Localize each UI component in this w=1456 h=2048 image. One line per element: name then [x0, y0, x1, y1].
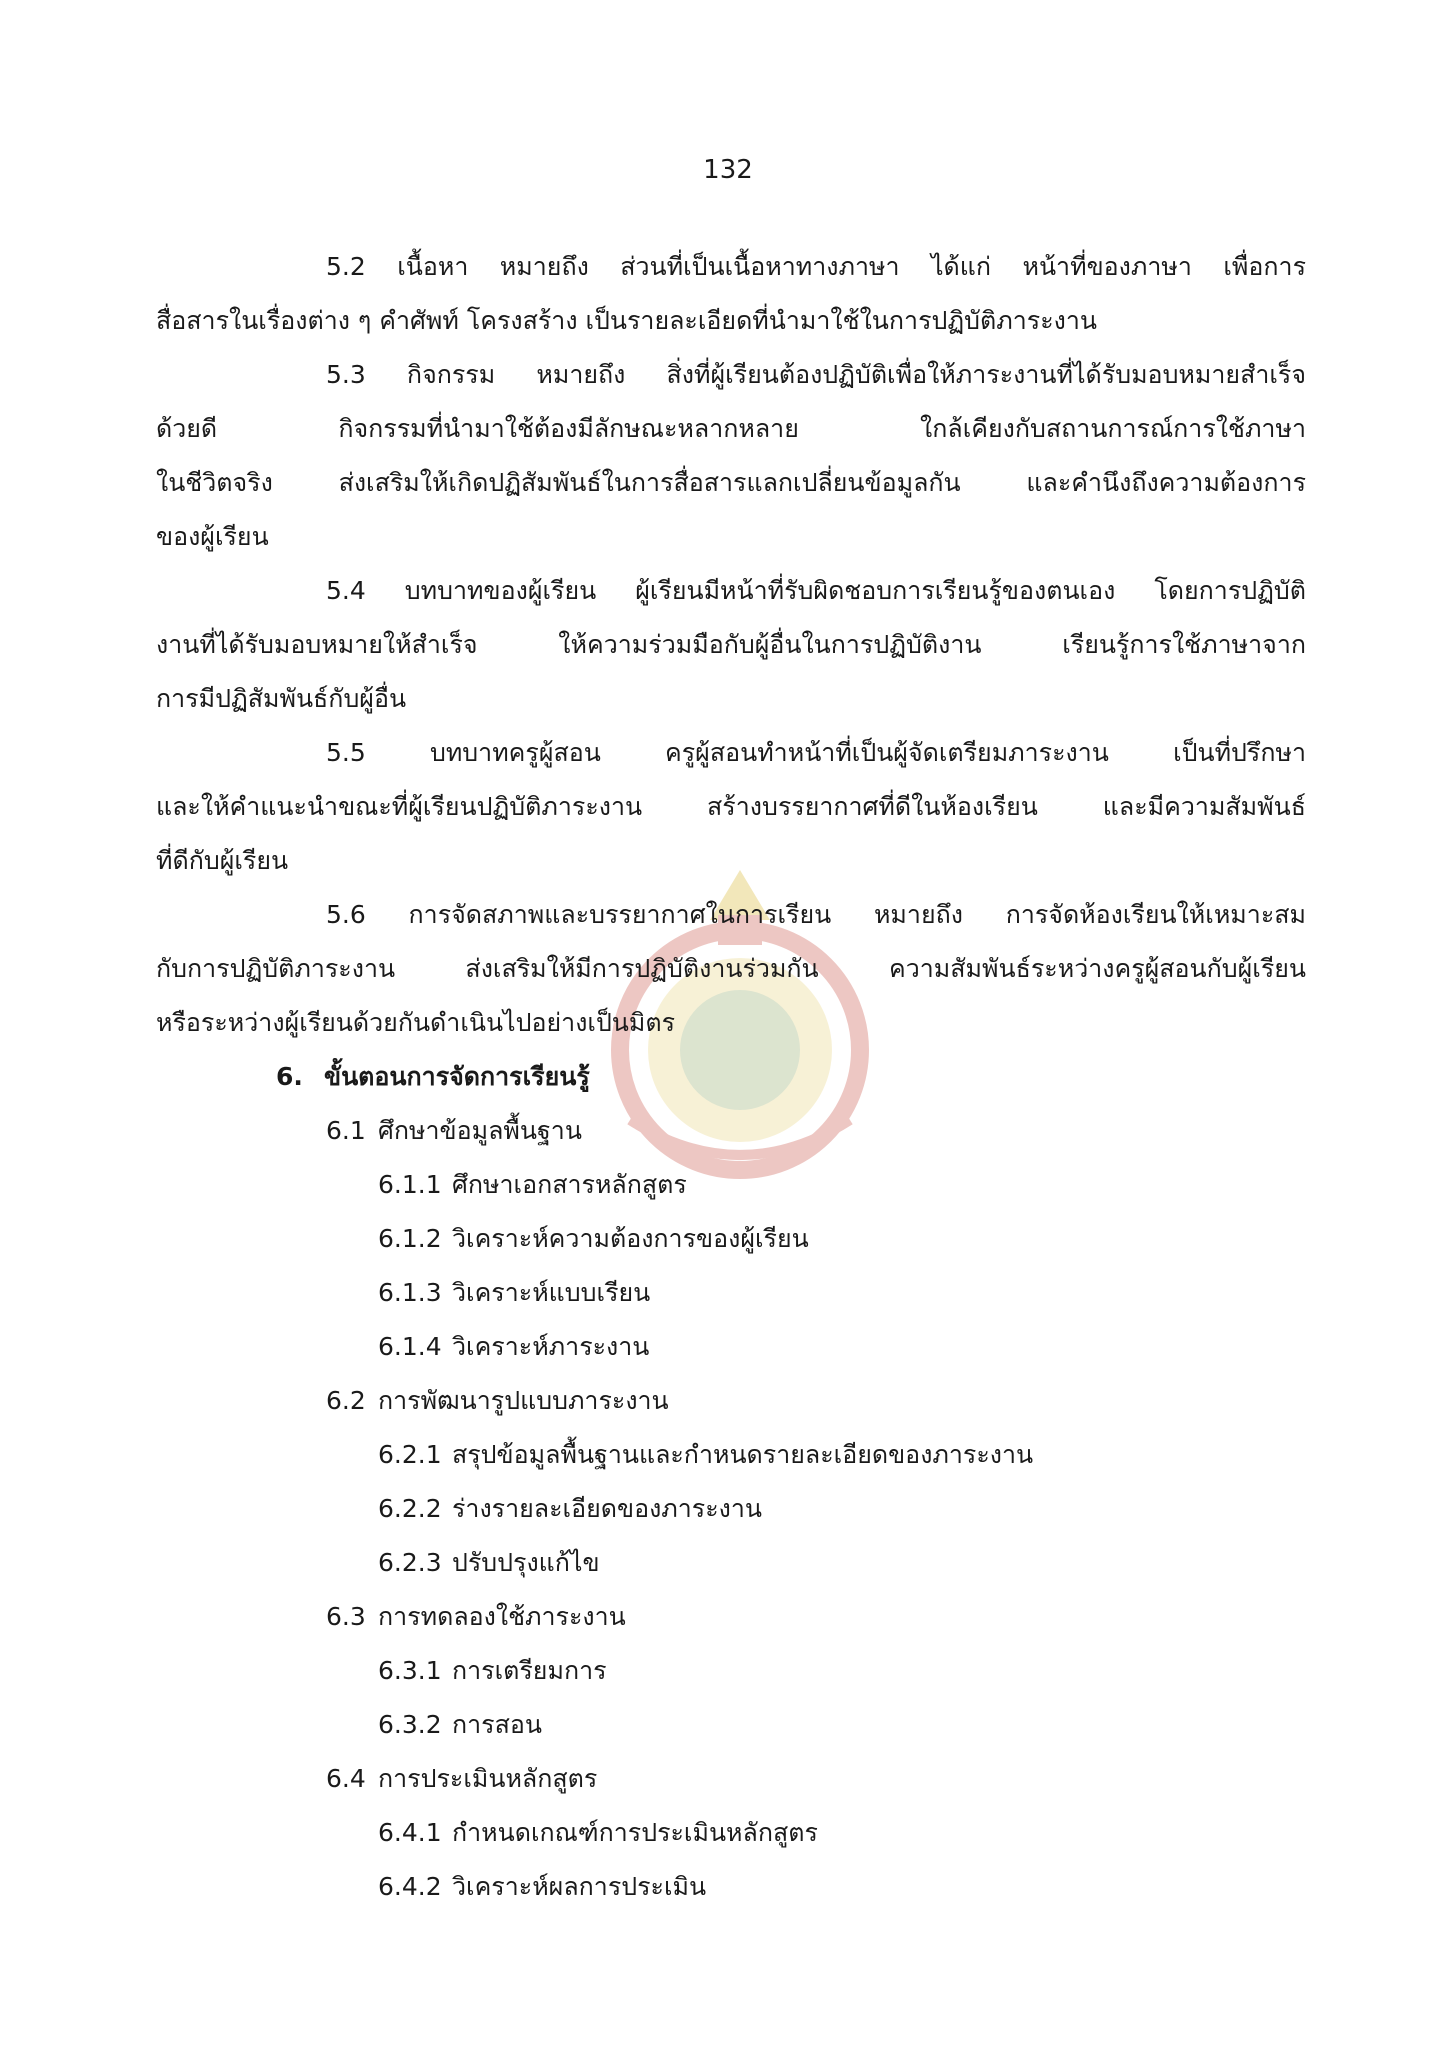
list-item-text: วิเคราะห์แบบเรียน: [452, 1278, 651, 1307]
list-item: [156, 1698, 1306, 1752]
paragraph-line: หรือระหว่างผู้เรียนด้วยกันดำเนินไปอย่างเป็นมิตร: [156, 1008, 676, 1037]
list-item: [156, 1860, 1306, 1914]
paragraph: [156, 348, 1306, 564]
paragraph: [156, 564, 1306, 726]
list-item-number: 6.1.2: [378, 1224, 442, 1253]
list-item: [156, 1212, 1306, 1266]
list-item-text: การเตรียมการ: [452, 1656, 607, 1685]
paragraph-line: งานที่ได้รับมอบหมายให้สำเร็จ ให้ความร่วมมือกับผู้อื่นในการปฏิบัติงาน เรียนรู้การใช้ภาษาจาก: [156, 630, 1306, 659]
subsection-number: 6.3: [326, 1602, 366, 1631]
list-item-number: 6.2.1: [378, 1440, 442, 1469]
paragraph-line: สื่อสารในเรื่องต่าง ๆ คำศัพท์ โครงสร้าง เป็นรายละเอียดที่นำมาใช้ในการปฏิบัติภาระงาน: [156, 306, 1097, 335]
list-item-text: สรุปข้อมูลพื้นฐานและกำหนดรายละเอียดของภาระงาน: [452, 1440, 1034, 1469]
subsection-heading: [156, 1374, 1306, 1428]
list-item: [156, 1320, 1306, 1374]
subsection-heading: [156, 1104, 1306, 1158]
subsection-number: 6.2: [326, 1386, 366, 1415]
list-item-number: 6.4.1: [378, 1818, 442, 1847]
paragraph-line: การมีปฏิสัมพันธ์กับผู้อื่น: [156, 684, 407, 713]
paragraph-line: ในชีวิตจริง ส่งเสริมให้เกิดปฏิสัมพันธ์ในการสื่อสารแลกเปลี่ยนข้อมูลกัน และคำนึงถึงความต้องการ: [156, 468, 1306, 497]
list-item-text: วิเคราะห์ภาระงาน: [452, 1332, 650, 1361]
section-title: ขั้นตอนการจัดการเรียนรู้: [324, 1062, 590, 1091]
page-number: 132: [703, 155, 753, 185]
paragraph-line: 5.2 เนื้อหา หมายถึง ส่วนที่เป็นเนื้อหาทางภาษา ได้แก่ หน้าที่ของภาษา เพื่อการ: [326, 252, 1306, 281]
subsection-title: ศึกษาข้อมูลพื้นฐาน: [378, 1116, 582, 1145]
list-item-number: 6.1.3: [378, 1278, 442, 1307]
paragraph-line: และให้คำแนะนำขณะที่ผู้เรียนปฏิบัติภาระงาน สร้างบรรยากาศที่ดีในห้องเรียน และมีความสัมพันธ์: [156, 792, 1306, 821]
list-item-number: 6.2.2: [378, 1494, 442, 1523]
paragraph-line: ที่ดีกับผู้เรียน: [156, 846, 289, 875]
section-6: [156, 1050, 1306, 1914]
list-item-text: ศึกษาเอกสารหลักสูตร: [452, 1170, 687, 1199]
list-item: [156, 1806, 1306, 1860]
list-item-number: 6.3.2: [378, 1710, 442, 1739]
list-item-number: 6.3.1: [378, 1656, 442, 1685]
list-item: [156, 1266, 1306, 1320]
list-item: [156, 1482, 1306, 1536]
subsection-heading: [156, 1752, 1306, 1806]
list-item-text: ร่างรายละเอียดของภาระงาน: [452, 1494, 762, 1523]
subsection-title: การพัฒนารูปแบบภาระงาน: [378, 1386, 669, 1415]
paragraph-line: 5.5 บทบาทครูผู้สอน ครูผู้สอนทำหน้าที่เป็นผู้จัดเตรียมภาระงาน เป็นที่ปรึกษา: [326, 738, 1306, 767]
list-item-text: ปรับปรุงแก้ไข: [452, 1548, 600, 1577]
section-number: 6.: [276, 1062, 303, 1091]
list-item-text: กำหนดเกณฑ์การประเมินหลักสูตร: [452, 1818, 818, 1847]
subsection-title: การประเมินหลักสูตร: [378, 1764, 598, 1793]
document-body: [156, 240, 1306, 1914]
list-item: [156, 1644, 1306, 1698]
paragraph: [156, 240, 1306, 348]
paragraph-line: กับการปฏิบัติภาระงาน ส่งเสริมให้มีการปฏิบัติงานร่วมกัน ความสัมพันธ์ระหว่างครูผู้สอนกับผู้เรียน: [156, 954, 1306, 983]
list-item-text: การสอน: [452, 1710, 542, 1739]
paragraph-line: ของผู้เรียน: [156, 522, 269, 551]
paragraph: [156, 888, 1306, 1050]
subsection-number: 6.4: [326, 1764, 366, 1793]
list-item: [156, 1536, 1306, 1590]
list-item-text: วิเคราะห์ผลการประเมิน: [452, 1872, 707, 1901]
list-item-number: 6.1.4: [378, 1332, 442, 1361]
section-heading: [156, 1050, 1306, 1104]
list-item-text: วิเคราะห์ความต้องการของผู้เรียน: [452, 1224, 809, 1253]
paragraph-line: ด้วยดี กิจกรรมที่นำมาใช้ต้องมีลักษณะหลากหลาย ใกล้เคียงกับสถานการณ์การใช้ภาษา: [156, 414, 1306, 443]
subsection-number: 6.1: [326, 1116, 366, 1145]
subsection-heading: [156, 1590, 1306, 1644]
paragraph-line: 5.4 บทบาทของผู้เรียน ผู้เรียนมีหน้าที่รับผิดชอบการเรียนรู้ของตนเอง โดยการปฏิบัติ: [326, 576, 1306, 605]
list-item: [156, 1158, 1306, 1212]
list-item: [156, 1428, 1306, 1482]
list-item-number: 6.1.1: [378, 1170, 442, 1199]
paragraph: [156, 726, 1306, 888]
paragraph-line: 5.6 การจัดสภาพและบรรยากาศในการเรียน หมายถึง การจัดห้องเรียนให้เหมาะสม: [326, 900, 1306, 929]
paragraph-line: 5.3 กิจกรรม หมายถึง สิ่งที่ผู้เรียนต้องปฏิบัติเพื่อให้ภาระงานที่ได้รับมอบหมายสำเร็จ: [326, 360, 1306, 389]
list-item-number: 6.4.2: [378, 1872, 442, 1901]
paragraph-list: [156, 240, 1306, 1050]
list-item-number: 6.2.3: [378, 1548, 442, 1577]
subsection-title: การทดลองใช้ภาระงาน: [378, 1602, 626, 1631]
